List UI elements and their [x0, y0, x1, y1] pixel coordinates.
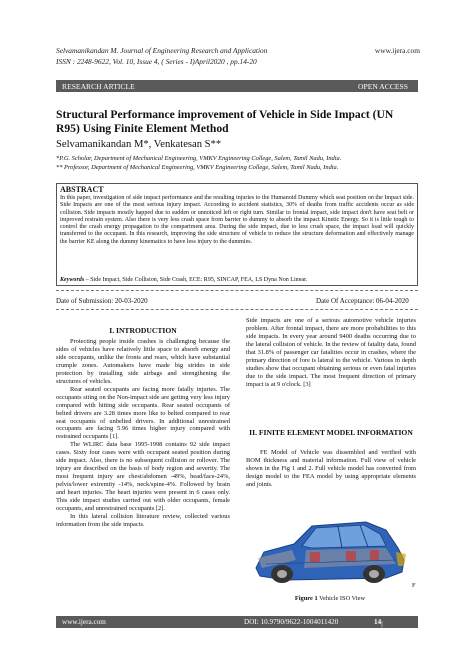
banner-open-access: OPEN ACCESS: [357, 82, 408, 91]
footer-page-number: 14: [374, 618, 382, 626]
fe-model-paragraph: FE Model of Vehicle was dissembled and verified with BOM thickness and material information. Full view of vehicle shown in the Fig 1 and 2. Full vehicle model has converted from design model to the FEA model by using appropriate elements and joints.: [246, 449, 416, 488]
vehicle-iso-view-figure: [246, 508, 414, 592]
section-introduction-heading: I. INTRODUCTION: [109, 326, 177, 335]
figure-label: Figure 1: [294, 595, 318, 602]
figure-caption: [245, 595, 415, 602]
footer-doi[interactable]: DOI: 10.9790/9622-1004011420: [244, 618, 339, 626]
figure-caption-text: Vehicle ISO View: [317, 595, 366, 602]
dash-divider-bottom: [56, 309, 418, 310]
footer-page-word: | P a g e: [381, 620, 385, 660]
paper-title: Structural Performance improvement of Vehicle in Side Impact (UN R95) Using Finite Element Method: [56, 108, 394, 135]
intro-paragraph-3: The WLIRC data base 1995-1998 contains 92 side impact cases. Sixty four cases were with occupant seated position during side impact. Also, there is no subsequent collision or rollover. The injury are described on the basis of body region and severity. The most frequent injury are chest/abdomen -49%, head/face-24%, pelvis/lower extremity -14%, neck/spine-4%. Followed by brain and heart injuries. The heart injuries were present in 6 cases only. This side impact studies carried out with older occupants, female occupants, and unrestrained occupants [2].: [56, 441, 230, 513]
footer-url[interactable]: www.ijera.com: [62, 618, 106, 626]
keywords: [60, 277, 414, 283]
right-column-top: [246, 317, 416, 389]
figure-stray-letter: F: [412, 582, 416, 589]
date-acceptance: Date Of Acceptance: 06-04-2020: [316, 297, 409, 305]
footer-page: [374, 618, 385, 660]
paper-authors: Selvamanikandan M*, Venkatesan S**: [56, 139, 222, 150]
intro-paragraph-1: Protecting people inside crashes is challenging because the sides of vehicles have relatively little space to absorb energy and side occupants, unlike the fronts and rears, which have substantial crumple zones. Automakers have made big strides in side protection by installing side airbags and strengthening the structures of vehicles.: [56, 338, 230, 385]
article-banner: [56, 80, 418, 92]
side-impact-paragraph: Side impacts are one of a serious automotive vehicle injuries problem. After frontal impact, there are more probabilities to this side impacts. In every year around 9400 deaths occurring due to the lateral collision of vehicle. In the review of fatality data, found that 31.8% of passenger car fatalities occur in crashes, where the primary direction of fore is lateral to the vehicle. Various in depth studies show that occupant obtaining serious or even fatal injuries due to the side impact. The most frequent direction of primary impact is at 9 o'clock. [3]: [246, 317, 416, 388]
section-fe-model-heading: II. FINITE ELEMENT MODEL INFORMATION: [249, 428, 413, 437]
abstract-heading: ABSTRACT: [60, 185, 104, 194]
header-url[interactable]: www.ijera.com: [374, 46, 420, 55]
intro-paragraph-4: In this lateral collision literature review, collected various information from the side impacts.: [56, 512, 230, 528]
issn-line: ISSN : 2248-9622, Vol. 10, Issue 4, ( Series - I)April2020 , pp.14-20: [56, 57, 257, 66]
affiliation-2: ** Professor, Department of Mechanical Engineering, VMKV Engineering College, Salem, Tamil Nadu, India.: [56, 164, 339, 171]
dash-divider-top: [56, 290, 418, 291]
keywords-text: – Side Impact, Side Collision, Side Crash, ECE: R95, SINCAP, FEA, LS Dyna Non Linear.: [84, 277, 308, 283]
left-column: [56, 338, 230, 529]
keywords-label: Keywords: [60, 277, 85, 283]
date-submission: Date of Submission: 20-03-2020: [56, 297, 148, 305]
footer-bar: [56, 616, 418, 660]
journal-line: Selvamanikandan M. Journal of Engineering Research and Application: [56, 46, 268, 55]
banner-research-article: RESEARCH ARTICLE: [62, 82, 135, 91]
abstract-body: In this paper, investigation of side impact performance and the resulting injuries to the Humanoid Dummy which seat position on the Impact side. Side Impacts are one of the most serious injury impact. According to accident statistics, 30% of deaths from traffic accidents occur as side collision. Side impacts mostly happed due to sudden or unnoticed left or right turn. Similar to frontal impact, side impact don't have seat belt or improved restrain system. Also there is very less crash space from barrier to dummy to absorb the impact Kinetic Energy. So it is little tough to control the crash energy propagation to the compartment area. During the side impact, due to less crush space, the impact load will quickly transferred to the occupant. In this research, improving the side structure of vehicle to reduce the structure deformation and effectively manage the barrier KE along the dummy kinematics to have less injury to the dummies.: [60, 195, 414, 245]
abstract-box: [56, 183, 418, 286]
intro-paragraph-2: Rear seated occupants are facing more fatally injuries. The occupants siting on the Non-impact side are getting very less injury compared with hitting side occupants. Rear seated occupants of belted drivers are 3.28 times more like to belted compared to rear seat occupants of unbelted drivers. In additional unrestrained occupants are facing 5.96 times higher injury compared with restrained occupants [1].: [56, 385, 230, 441]
right-column-fe: [246, 449, 416, 489]
affiliation-1: *P.G. Scholar, Department of Mechanical Engineering, VMKV Engineering College, Salem, Tamil Nadu, India.: [56, 155, 342, 162]
